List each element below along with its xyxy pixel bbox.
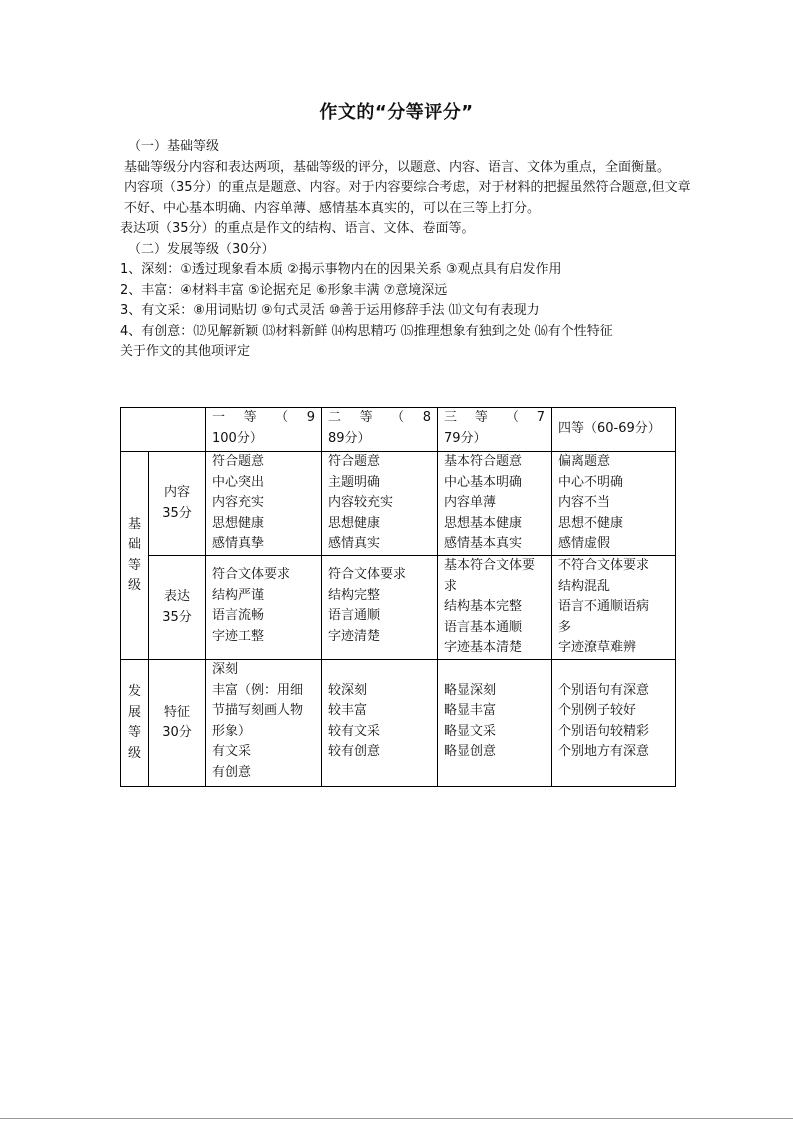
table-row-expression xyxy=(121,556,676,660)
cell-content-grade-1: 符合题意 中心突出 内容充实 思想健康 感情真挚 xyxy=(206,452,322,556)
row-label-feature: 特征 30分 xyxy=(149,660,206,787)
cell-feature-grade-4: 个别语句有深意 个别例子较好 个别语句较精彩 个别地方有深意 xyxy=(552,660,676,787)
cell-feature-grade-1: 深刻 丰富（例：用细 节描写刻画人物 形象） 有文采 有创意 xyxy=(206,660,322,787)
table-header-row xyxy=(121,408,676,452)
cell-content-grade-2: 符合题意 主题明确 内容较充实 思想健康 感情真实 xyxy=(322,452,438,556)
header-empty-cell xyxy=(121,408,206,452)
table-row-content xyxy=(121,452,676,556)
paragraph-basic-intro: 基础等级分内容和表达两项，基础等级的评分，以题意、内容、语言、文体为重点，全面衡量。 xyxy=(124,159,671,175)
develop-item-4: 4、有创意：⑿见解新颖 ⒀材料新鲜 ⒁构思精巧 ⒂推理想象有独到之处 ⒃有个性特征 xyxy=(120,323,613,339)
cell-content-grade-4: 偏离题意 中心不明确 内容不当 思想不健康 感情虚假 xyxy=(552,452,676,556)
grading-table xyxy=(120,407,676,787)
paragraph-other-items: 关于作文的其他项评定 xyxy=(120,344,251,359)
develop-item-3: 3、有文采：⑧用词贴切 ⑨句式灵活 ⑩善于运用修辞手法 ⑾文句有表现力 xyxy=(120,303,540,318)
row-label-expression: 表达 35分 xyxy=(149,556,206,660)
cell-feature-grade-3: 略显深刻 略显丰富 略显文采 略显创意 xyxy=(438,660,552,787)
group-label-develop: 发 展 等 级 xyxy=(121,660,149,787)
paragraph-expression-item: 表达项（35分）的重点是作文的结构、语言、文体、卷面等。 xyxy=(120,221,475,236)
cell-expression-grade-1: 符合文体要求 结构严谨 语言流畅 字迹工整 xyxy=(206,556,322,660)
cell-expression-grade-4: 不符合文体要求 结构混乱 语言不通顺语病 多 字迹潦草难辨 xyxy=(552,556,676,660)
page-bottom-rule xyxy=(0,1118,793,1119)
section-heading-develop: （二）发展等级（30分） xyxy=(128,241,275,257)
header-grade-1: 一 等 （ 9 100分） xyxy=(206,408,322,452)
section-heading-basic: （一）基础等级 xyxy=(128,139,220,154)
cell-content-grade-3: 基本符合题意 中心基本明确 内容单薄 思想基本健康 感情基本真实 xyxy=(438,452,552,556)
table-row-feature xyxy=(121,660,676,787)
cell-expression-grade-2: 符合文体要求 结构完整 语言通顺 字迹清楚 xyxy=(322,556,438,660)
develop-item-2: 2、丰富：④材料丰富 ⑤论据充足 ⑥形象丰满 ⑦意境深远 xyxy=(120,282,448,298)
paragraph-content-item: 内容项（35分）的重点是题意、内容。对于内容要综合考虑，对于材料的把握虽然符合题意,但文章不好、中心基本明确、内容单薄、感情基本真实的，可以在三等上打分。 xyxy=(124,180,691,216)
group-label-basic: 基 础 等 级 xyxy=(121,452,149,660)
header-grade-2: 二 等 （ 8 89分） xyxy=(322,408,438,452)
row-label-content: 内容 35分 xyxy=(149,452,206,556)
body-text xyxy=(120,137,692,363)
page-title: 作文的“分等评分” xyxy=(319,102,474,123)
header-grade-3: 三 等 （ 7 79分） xyxy=(438,408,552,452)
develop-item-1: 1、深刻：①透过现象看本质 ②揭示事物内在的因果关系 ③观点具有启发作用 xyxy=(120,262,562,277)
cell-feature-grade-2: 较深刻 较丰富 较有文采 较有创意 xyxy=(322,660,438,787)
cell-expression-grade-3: 基本符合文体要 求 结构基本完整 语言基本通顺 字迹基本清楚 xyxy=(438,556,552,660)
header-grade-4: 四等（60-69分） xyxy=(552,408,676,452)
